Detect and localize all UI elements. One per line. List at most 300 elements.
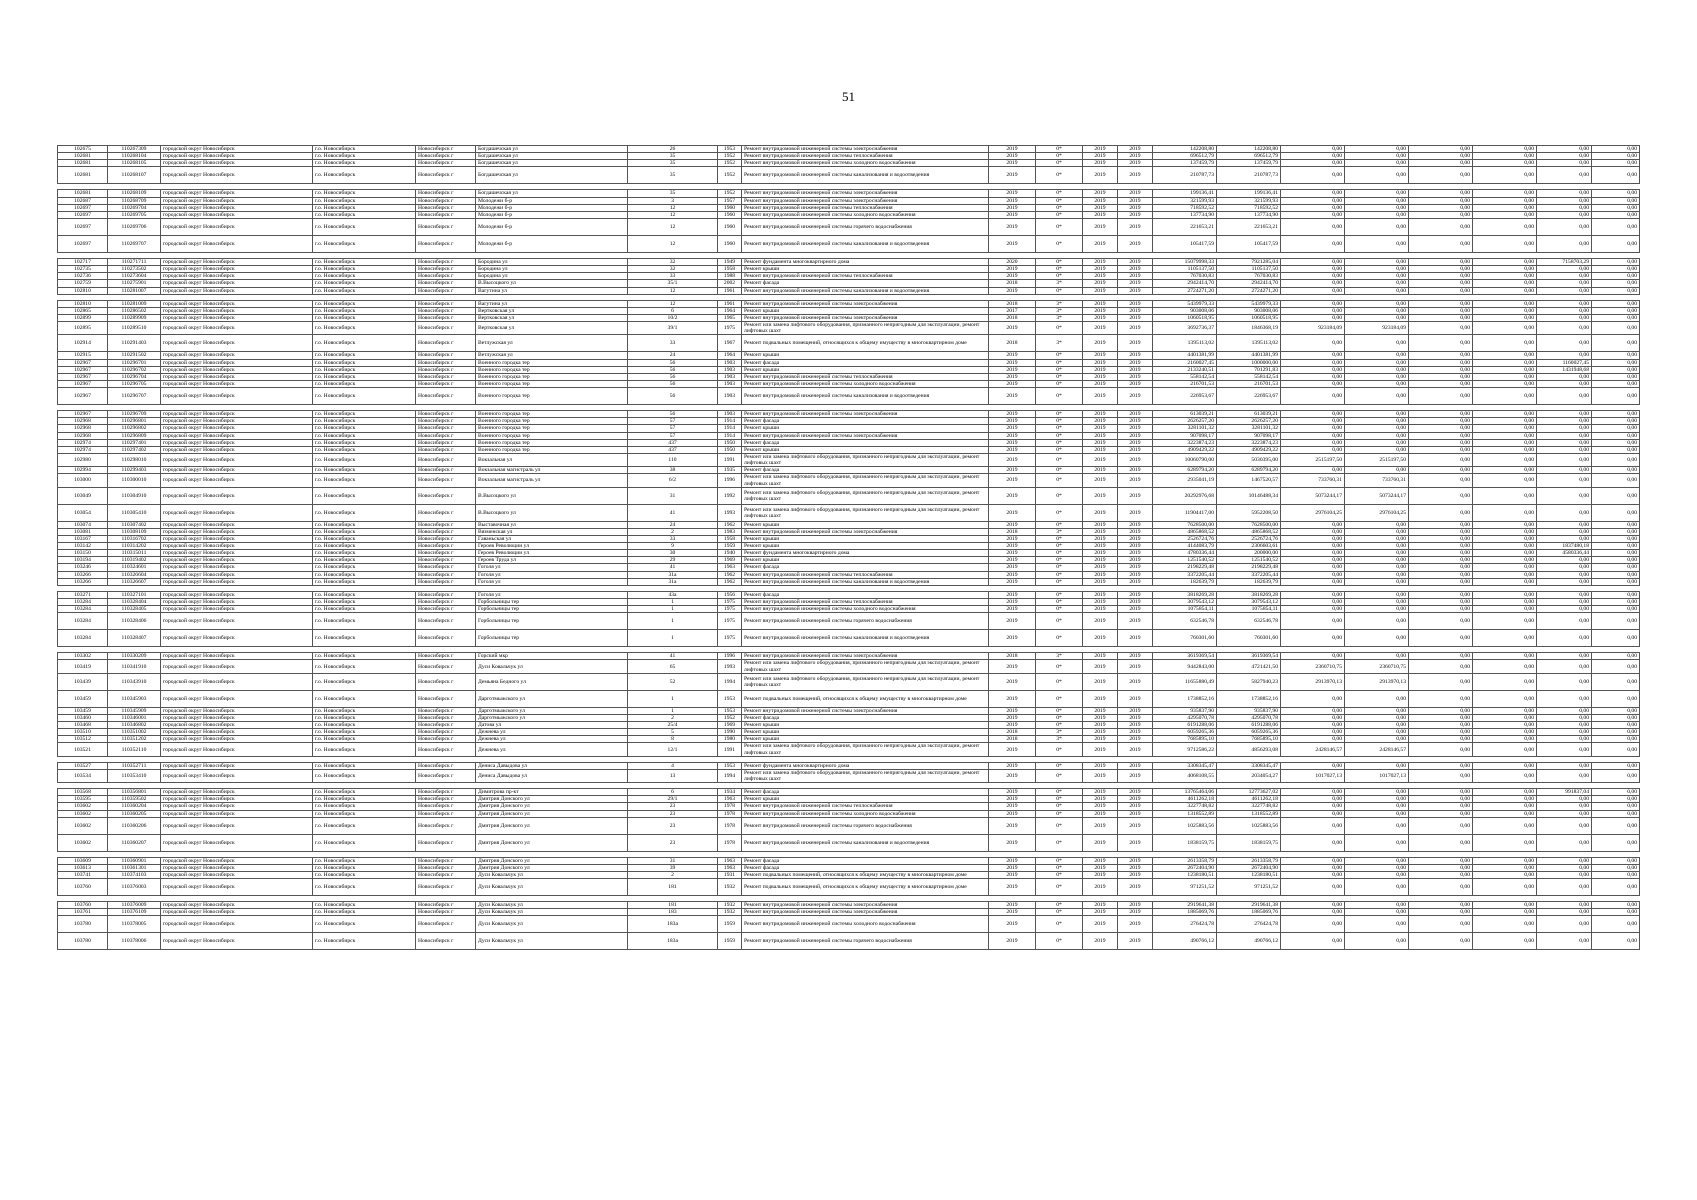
row-number-cell: 102681 bbox=[58, 160, 108, 167]
planned-year-cell: 2018 bbox=[989, 736, 1036, 743]
total-cost-cell: 321599,93 bbox=[1153, 197, 1217, 204]
end-year-cell: 2019 bbox=[1118, 591, 1153, 598]
other-amount-cell: 0,00 bbox=[1592, 916, 1640, 933]
planned-year-cell: 2019 bbox=[989, 235, 1036, 252]
regional-amount-cell: 0,00 bbox=[1345, 425, 1409, 432]
work-type-cell: Ремонт фундамента многоквартирного дома bbox=[742, 258, 989, 265]
locality-cell: Новосибирск г bbox=[416, 606, 476, 613]
total-cost-cell: 2935041,19 bbox=[1153, 474, 1217, 487]
end-year-cell: 2019 bbox=[1118, 307, 1153, 314]
municipality-cell: городской округ Новосибирск bbox=[161, 707, 313, 714]
municipality-short-cell: г.о. Новосибирск bbox=[313, 857, 416, 864]
build-year-cell: 1914 bbox=[718, 418, 742, 425]
municipality-cell: городской округ Новосибирск bbox=[161, 803, 313, 810]
house-number-cell: 29 bbox=[628, 557, 718, 564]
street-cell: Гоголя ул bbox=[476, 564, 628, 571]
locality-cell: Новосибирск г bbox=[416, 591, 476, 598]
table-row bbox=[58, 571, 1640, 578]
status-code-cell: 0* bbox=[1036, 613, 1083, 630]
work-type-cell: Ремонт внутридомовой инженерной системы электроснабжения bbox=[742, 528, 989, 535]
row-number-cell: 102675 bbox=[58, 146, 108, 153]
municipality-cell: городской округ Новосибирск bbox=[161, 857, 313, 864]
federal-amount-cell: 0,00 bbox=[1281, 258, 1345, 265]
total-cost-cell: 4780336,44 bbox=[1153, 550, 1217, 557]
street-cell: Богдашечская ул bbox=[476, 153, 628, 160]
work-id-cell: 110273502 bbox=[108, 266, 161, 273]
total-cost-cell: 6289794,20 bbox=[1153, 467, 1217, 474]
table-row bbox=[58, 167, 1640, 184]
municipality-cell: городской округ Новосибирск bbox=[161, 606, 313, 613]
local-amount-cell: 0,00 bbox=[1409, 167, 1473, 184]
work-type-cell: Ремонт внутридомовой инженерной системы теплоснабжения bbox=[742, 204, 989, 211]
owner-amount-a-cell: 0,00 bbox=[1473, 879, 1537, 896]
fund-amount-cell: 1395113,02 bbox=[1217, 335, 1281, 352]
end-year-cell: 2019 bbox=[1118, 578, 1153, 585]
end-year-cell: 2019 bbox=[1118, 630, 1153, 647]
street-cell: Вертковская ул bbox=[476, 322, 628, 335]
planned-year-cell: 2018 bbox=[989, 335, 1036, 352]
row-number-cell: 102697 bbox=[58, 235, 108, 252]
total-cost-cell: 3818269,28 bbox=[1153, 591, 1217, 598]
other-amount-cell: 0,00 bbox=[1592, 359, 1640, 366]
locality-cell: Новосибирск г bbox=[416, 380, 476, 387]
total-cost-cell: 903008,06 bbox=[1153, 307, 1217, 314]
house-number-cell: 13 bbox=[628, 769, 718, 782]
street-cell: Героев Труда ул bbox=[476, 557, 628, 564]
start-year-cell: 2019 bbox=[1083, 335, 1118, 352]
local-amount-cell: 0,00 bbox=[1409, 273, 1473, 280]
municipality-cell: городской округ Новосибирск bbox=[161, 197, 313, 204]
municipality-cell: городской округ Новосибирск bbox=[161, 373, 313, 380]
federal-amount-cell: 0,00 bbox=[1281, 722, 1345, 729]
other-amount-cell: 0,00 bbox=[1592, 388, 1640, 405]
build-year-cell: 1950 bbox=[718, 439, 742, 446]
fund-amount-cell: 2942414,70 bbox=[1217, 280, 1281, 287]
federal-amount-cell: 2515197,50 bbox=[1281, 453, 1345, 466]
work-type-cell: Ремонт фасада bbox=[742, 359, 989, 366]
federal-amount-cell: 0,00 bbox=[1281, 411, 1345, 418]
row-number-cell: 103284 bbox=[58, 613, 108, 630]
owner-amount-a-cell: 0,00 bbox=[1473, 359, 1537, 366]
owner-amount-b-cell: 0,00 bbox=[1537, 487, 1592, 504]
status-code-cell: 3* bbox=[1036, 280, 1083, 287]
row-number-cell: 103613 bbox=[58, 864, 108, 871]
regional-amount-cell: 0,00 bbox=[1345, 153, 1409, 160]
municipality-cell: городской округ Новосибирск bbox=[161, 235, 313, 252]
work-id-cell: 110314202 bbox=[108, 543, 161, 550]
owner-amount-b-cell: 0,00 bbox=[1537, 613, 1592, 630]
build-year-cell: 1975 bbox=[718, 630, 742, 647]
local-amount-cell: 0,00 bbox=[1409, 660, 1473, 673]
work-type-cell: Ремонт крыши bbox=[742, 543, 989, 550]
municipality-cell: городской округ Новосибирск bbox=[161, 543, 313, 550]
start-year-cell: 2019 bbox=[1083, 204, 1118, 211]
local-amount-cell: 0,00 bbox=[1409, 902, 1473, 909]
house-number-cell: 23 bbox=[628, 817, 718, 834]
build-year-cell: 1993 bbox=[718, 660, 742, 673]
regional-amount-cell: 0,00 bbox=[1345, 872, 1409, 879]
municipality-cell: городской округ Новосибирск bbox=[161, 521, 313, 528]
work-id-cell: 110361301 bbox=[108, 864, 161, 871]
local-amount-cell: 0,00 bbox=[1409, 543, 1473, 550]
owner-amount-b-cell: 0,00 bbox=[1537, 743, 1592, 756]
work-id-cell: 110341910 bbox=[108, 660, 161, 673]
planned-year-cell: 2018 bbox=[989, 729, 1036, 736]
local-amount-cell: 0,00 bbox=[1409, 528, 1473, 535]
end-year-cell: 2019 bbox=[1118, 160, 1153, 167]
regional-amount-cell: 0,00 bbox=[1345, 557, 1409, 564]
row-number-cell: 102967 bbox=[58, 359, 108, 366]
end-year-cell: 2019 bbox=[1118, 287, 1153, 294]
work-id-cell: 110359502 bbox=[108, 796, 161, 803]
local-amount-cell: 0,00 bbox=[1409, 834, 1473, 851]
municipality-short-cell: г.о. Новосибирск bbox=[313, 366, 416, 373]
other-amount-cell: 0,00 bbox=[1592, 599, 1640, 606]
status-code-cell: 0* bbox=[1036, 879, 1083, 896]
regional-amount-cell: 0,00 bbox=[1345, 258, 1409, 265]
status-code-cell: 0* bbox=[1036, 453, 1083, 466]
table-row bbox=[58, 474, 1640, 487]
owner-amount-b-cell: 0,00 bbox=[1537, 902, 1592, 909]
row-number-cell: 102968 bbox=[58, 432, 108, 439]
work-id-cell: 110296705 bbox=[108, 380, 161, 387]
build-year-cell: 1978 bbox=[718, 817, 742, 834]
total-cost-cell: 3619369,54 bbox=[1153, 653, 1217, 660]
local-amount-cell: 0,00 bbox=[1409, 722, 1473, 729]
street-cell: Вагутина ул bbox=[476, 287, 628, 294]
fund-amount-cell: 5439979,33 bbox=[1217, 300, 1281, 307]
fund-amount-cell: 490766,12 bbox=[1217, 933, 1281, 950]
locality-cell: Новосибирск г bbox=[416, 258, 476, 265]
regional-amount-cell: 0,00 bbox=[1345, 803, 1409, 810]
street-cell: Дежнева ул bbox=[476, 729, 628, 736]
owner-amount-a-cell: 0,00 bbox=[1473, 933, 1537, 950]
owner-amount-a-cell: 0,00 bbox=[1473, 789, 1537, 796]
local-amount-cell: 0,00 bbox=[1409, 714, 1473, 721]
start-year-cell: 2019 bbox=[1083, 557, 1118, 564]
build-year-cell: 1958 bbox=[718, 266, 742, 273]
work-id-cell: 110307402 bbox=[108, 521, 161, 528]
work-type-cell: Ремонт внутридомовой инженерной системы канализования и водоотведения bbox=[742, 388, 989, 405]
planned-year-cell: 2019 bbox=[989, 439, 1036, 446]
end-year-cell: 2019 bbox=[1118, 446, 1153, 453]
street-cell: Молодежи б-р bbox=[476, 235, 628, 252]
house-number-cell: 5 bbox=[628, 729, 718, 736]
other-amount-cell: 0,00 bbox=[1592, 418, 1640, 425]
municipality-short-cell: г.о. Новосибирск bbox=[313, 879, 416, 896]
build-year-cell: 1903 bbox=[718, 380, 742, 387]
locality-cell: Новосибирск г bbox=[416, 557, 476, 564]
work-type-cell: Ремонт внутридомовой инженерной системы теплоснабжения bbox=[742, 273, 989, 280]
row-number-cell: 102735 bbox=[58, 266, 108, 273]
owner-amount-a-cell: 0,00 bbox=[1473, 550, 1537, 557]
other-amount-cell: 0,00 bbox=[1592, 425, 1640, 432]
other-amount-cell: 0,00 bbox=[1592, 857, 1640, 864]
owner-amount-a-cell: 0,00 bbox=[1473, 653, 1537, 660]
table-row bbox=[58, 373, 1640, 380]
municipality-cell: городской округ Новосибирск bbox=[161, 722, 313, 729]
row-number-cell: 102687 bbox=[58, 197, 108, 204]
regional-amount-cell: 2913970,13 bbox=[1345, 673, 1409, 690]
municipality-cell: городской округ Новосибирск bbox=[161, 204, 313, 211]
table-row bbox=[58, 411, 1640, 418]
local-amount-cell: 0,00 bbox=[1409, 803, 1473, 810]
municipality-short-cell: г.о. Новосибирск bbox=[313, 273, 416, 280]
total-cost-cell: 1060518,95 bbox=[1153, 314, 1217, 321]
build-year-cell: 1914 bbox=[718, 432, 742, 439]
total-cost-cell: 2198229,48 bbox=[1153, 564, 1217, 571]
fund-amount-cell: 5030395,00 bbox=[1217, 453, 1281, 466]
fund-amount-cell: 767030,83 bbox=[1217, 273, 1281, 280]
table-row bbox=[58, 591, 1640, 598]
work-type-cell: Ремонт внутридомовой инженерной системы горячего водоснабжения bbox=[742, 933, 989, 950]
start-year-cell: 2019 bbox=[1083, 817, 1118, 834]
end-year-cell: 2019 bbox=[1118, 352, 1153, 359]
planned-year-cell: 2019 bbox=[989, 322, 1036, 335]
other-amount-cell: 0,00 bbox=[1592, 474, 1640, 487]
fund-amount-cell: 935837,90 bbox=[1217, 707, 1281, 714]
owner-amount-a-cell: 0,00 bbox=[1473, 211, 1537, 218]
planned-year-cell: 2019 bbox=[989, 535, 1036, 542]
start-year-cell: 2019 bbox=[1083, 578, 1118, 585]
street-cell: Ветлужская ул bbox=[476, 335, 628, 352]
build-year-cell: 1959 bbox=[718, 933, 742, 950]
owner-amount-b-cell: 1431948,68 bbox=[1537, 366, 1592, 373]
house-number-cell: 6 bbox=[628, 789, 718, 796]
local-amount-cell: 0,00 bbox=[1409, 729, 1473, 736]
locality-cell: Новосибирск г bbox=[416, 366, 476, 373]
status-code-cell: 3* bbox=[1036, 528, 1083, 535]
row-number-cell: 102899 bbox=[58, 314, 108, 321]
locality-cell: Новосибирск г bbox=[416, 204, 476, 211]
municipality-cell: городской округ Новосибирск bbox=[161, 564, 313, 571]
work-id-cell: 110275901 bbox=[108, 280, 161, 287]
start-year-cell: 2019 bbox=[1083, 453, 1118, 466]
locality-cell: Новосибирск г bbox=[416, 467, 476, 474]
total-cost-cell: 558142,54 bbox=[1153, 373, 1217, 380]
owner-amount-b-cell: 0,00 bbox=[1537, 528, 1592, 535]
row-number-cell: 102681 bbox=[58, 190, 108, 197]
fund-amount-cell: 907098,17 bbox=[1217, 432, 1281, 439]
municipality-cell: городской округ Новосибирск bbox=[161, 653, 313, 660]
row-number-cell: 103595 bbox=[58, 796, 108, 803]
locality-cell: Новосибирск г bbox=[416, 359, 476, 366]
owner-amount-a-cell: 0,00 bbox=[1473, 535, 1537, 542]
owner-amount-a-cell: 0,00 bbox=[1473, 796, 1537, 803]
house-number-cell: 26 bbox=[628, 146, 718, 153]
municipality-short-cell: г.о. Новосибирск bbox=[313, 167, 416, 184]
status-code-cell: 0* bbox=[1036, 504, 1083, 521]
end-year-cell: 2019 bbox=[1118, 834, 1153, 851]
local-amount-cell: 0,00 bbox=[1409, 211, 1473, 218]
total-cost-cell: 3308345,47 bbox=[1153, 762, 1217, 769]
row-number-cell: 103602 bbox=[58, 810, 108, 817]
other-amount-cell: 0,00 bbox=[1592, 653, 1640, 660]
fund-amount-cell: 226953,67 bbox=[1217, 388, 1281, 405]
municipality-short-cell: г.о. Новосибирск bbox=[313, 743, 416, 756]
locality-cell: Новосибирск г bbox=[416, 314, 476, 321]
house-number-cell: 1 bbox=[628, 707, 718, 714]
end-year-cell: 2019 bbox=[1118, 736, 1153, 743]
row-number-cell: 103284 bbox=[58, 599, 108, 606]
work-type-cell: Ремонт или замена лифтового оборудования, признанного непригодным для эксплуатации, ремонт лифтовых шахт bbox=[742, 322, 989, 335]
total-cost-cell: 696512,79 bbox=[1153, 153, 1217, 160]
work-type-cell: Ремонт внутридомовой инженерной системы горячего водоснабжения bbox=[742, 218, 989, 235]
other-amount-cell: 0,00 bbox=[1592, 810, 1640, 817]
street-cell: Вокзальная ул bbox=[476, 453, 628, 466]
regional-amount-cell: 0,00 bbox=[1345, 535, 1409, 542]
owner-amount-a-cell: 0,00 bbox=[1473, 425, 1537, 432]
owner-amount-b-cell: 0,00 bbox=[1537, 439, 1592, 446]
row-number-cell: 103074 bbox=[58, 521, 108, 528]
owner-amount-a-cell: 0,00 bbox=[1473, 167, 1537, 184]
federal-amount-cell: 0,00 bbox=[1281, 714, 1345, 721]
end-year-cell: 2019 bbox=[1118, 411, 1153, 418]
locality-cell: Новосибирск г bbox=[416, 280, 476, 287]
end-year-cell: 2019 bbox=[1118, 300, 1153, 307]
planned-year-cell: 2019 bbox=[989, 146, 1036, 153]
house-number-cell: 33 bbox=[628, 335, 718, 352]
end-year-cell: 2019 bbox=[1118, 373, 1153, 380]
regional-amount-cell: 0,00 bbox=[1345, 335, 1409, 352]
table-row bbox=[58, 578, 1640, 585]
build-year-cell: 1952 bbox=[718, 160, 742, 167]
owner-amount-a-cell: 0,00 bbox=[1473, 528, 1537, 535]
start-year-cell: 2019 bbox=[1083, 564, 1118, 571]
street-cell: Дмитрия Донского ул bbox=[476, 857, 628, 864]
row-number-cell: 103459 bbox=[58, 690, 108, 707]
status-code-cell: 0* bbox=[1036, 864, 1083, 871]
municipality-short-cell: г.о. Новосибирск bbox=[313, 729, 416, 736]
work-id-cell: 110374103 bbox=[108, 872, 161, 879]
total-cost-cell: 907098,17 bbox=[1153, 432, 1217, 439]
owner-amount-b-cell: 0,00 bbox=[1537, 197, 1592, 204]
regional-amount-cell: 2976104,25 bbox=[1345, 504, 1409, 521]
start-year-cell: 2019 bbox=[1083, 418, 1118, 425]
start-year-cell: 2019 bbox=[1083, 714, 1118, 721]
municipality-cell: городской округ Новосибирск bbox=[161, 380, 313, 387]
table-row bbox=[58, 258, 1640, 265]
owner-amount-b-cell: 0,00 bbox=[1537, 287, 1592, 294]
locality-cell: Новосибирск г bbox=[416, 769, 476, 782]
end-year-cell: 2019 bbox=[1118, 197, 1153, 204]
planned-year-cell: 2018 bbox=[989, 314, 1036, 321]
build-year-cell: 1978 bbox=[718, 803, 742, 810]
planned-year-cell: 2019 bbox=[989, 411, 1036, 418]
local-amount-cell: 0,00 bbox=[1409, 916, 1473, 933]
other-amount-cell: 0,00 bbox=[1592, 487, 1640, 504]
local-amount-cell: 0,00 bbox=[1409, 197, 1473, 204]
build-year-cell: 1994 bbox=[718, 769, 742, 782]
planned-year-cell: 2019 bbox=[989, 673, 1036, 690]
locality-cell: Новосибирск г bbox=[416, 322, 476, 335]
fund-amount-cell: 1846368,19 bbox=[1217, 322, 1281, 335]
table-row bbox=[58, 388, 1640, 405]
row-number-cell: 103271 bbox=[58, 591, 108, 598]
federal-amount-cell: 2913970,13 bbox=[1281, 673, 1345, 690]
federal-amount-cell: 0,00 bbox=[1281, 273, 1345, 280]
planned-year-cell: 2019 bbox=[989, 909, 1036, 916]
work-id-cell: 110299403 bbox=[108, 467, 161, 474]
regional-amount-cell: 0,00 bbox=[1345, 578, 1409, 585]
owner-amount-b-cell: 0,00 bbox=[1537, 557, 1592, 564]
locality-cell: Новосибирск г bbox=[416, 190, 476, 197]
end-year-cell: 2019 bbox=[1118, 366, 1153, 373]
municipality-short-cell: г.о. Новосибирск bbox=[313, 352, 416, 359]
municipality-cell: городской округ Новосибирск bbox=[161, 432, 313, 439]
work-type-cell: Ремонт внутридомовой инженерной системы канализования и водоотведения bbox=[742, 630, 989, 647]
work-id-cell: 110351002 bbox=[108, 729, 161, 736]
table-row bbox=[58, 707, 1640, 714]
end-year-cell: 2019 bbox=[1118, 872, 1153, 879]
regional-amount-cell: 0,00 bbox=[1345, 307, 1409, 314]
start-year-cell: 2019 bbox=[1083, 153, 1118, 160]
other-amount-cell: 0,00 bbox=[1592, 218, 1640, 235]
municipality-cell: городской округ Новосибирск bbox=[161, 933, 313, 950]
table-row bbox=[58, 902, 1640, 909]
owner-amount-a-cell: 0,00 bbox=[1473, 335, 1537, 352]
municipality-cell: городской округ Новосибирск bbox=[161, 153, 313, 160]
municipality-cell: городской округ Новосибирск bbox=[161, 817, 313, 834]
street-cell: Датова ул bbox=[476, 722, 628, 729]
status-code-cell: 0* bbox=[1036, 535, 1083, 542]
planned-year-cell: 2019 bbox=[989, 613, 1036, 630]
start-year-cell: 2019 bbox=[1083, 591, 1118, 598]
build-year-cell: 1993 bbox=[718, 504, 742, 521]
regional-amount-cell: 0,00 bbox=[1345, 352, 1409, 359]
status-code-cell: 0* bbox=[1036, 380, 1083, 387]
street-cell: Военного городка тер bbox=[476, 432, 628, 439]
regional-amount-cell: 0,00 bbox=[1345, 606, 1409, 613]
owner-amount-a-cell: 0,00 bbox=[1473, 388, 1537, 405]
owner-amount-a-cell: 0,00 bbox=[1473, 204, 1537, 211]
table-row bbox=[58, 834, 1640, 851]
municipality-cell: городской округ Новосибирск bbox=[161, 714, 313, 721]
locality-cell: Новосибирск г bbox=[416, 803, 476, 810]
owner-amount-b-cell: 0,00 bbox=[1537, 373, 1592, 380]
work-id-cell: 110300010 bbox=[108, 474, 161, 487]
local-amount-cell: 0,00 bbox=[1409, 690, 1473, 707]
house-number-cell: 39/1 bbox=[628, 322, 718, 335]
regional-amount-cell: 0,00 bbox=[1345, 722, 1409, 729]
owner-amount-a-cell: 0,00 bbox=[1473, 543, 1537, 550]
start-year-cell: 2019 bbox=[1083, 528, 1118, 535]
work-id-cell: 110298010 bbox=[108, 453, 161, 466]
work-type-cell: Ремонт внутридомовой инженерной системы холодного водоснабжения bbox=[742, 916, 989, 933]
row-number-cell: 103150 bbox=[58, 550, 108, 557]
federal-amount-cell: 0,00 bbox=[1281, 335, 1345, 352]
municipality-cell: городской округ Новосибирск bbox=[161, 446, 313, 453]
owner-amount-a-cell: 0,00 bbox=[1473, 729, 1537, 736]
start-year-cell: 2019 bbox=[1083, 266, 1118, 273]
locality-cell: Новосибирск г bbox=[416, 432, 476, 439]
planned-year-cell: 2019 bbox=[989, 366, 1036, 373]
work-type-cell: Ремонт внутридомовой инженерной системы электроснабжения bbox=[742, 197, 989, 204]
owner-amount-b-cell: 0,00 bbox=[1537, 322, 1592, 335]
federal-amount-cell: 0,00 bbox=[1281, 564, 1345, 571]
federal-amount-cell: 0,00 bbox=[1281, 902, 1345, 909]
regional-amount-cell: 0,00 bbox=[1345, 388, 1409, 405]
work-id-cell: 110326607 bbox=[108, 578, 161, 585]
planned-year-cell: 2019 bbox=[989, 211, 1036, 218]
planned-year-cell: 2019 bbox=[989, 690, 1036, 707]
planned-year-cell: 2019 bbox=[989, 817, 1036, 834]
work-id-cell: 110319402 bbox=[108, 557, 161, 564]
other-amount-cell: 0,00 bbox=[1592, 432, 1640, 439]
start-year-cell: 2019 bbox=[1083, 673, 1118, 690]
end-year-cell: 2019 bbox=[1118, 543, 1153, 550]
work-type-cell: Ремонт подвальных помещений, относящихся к общему имуществу в многоквартирном доме bbox=[742, 335, 989, 352]
